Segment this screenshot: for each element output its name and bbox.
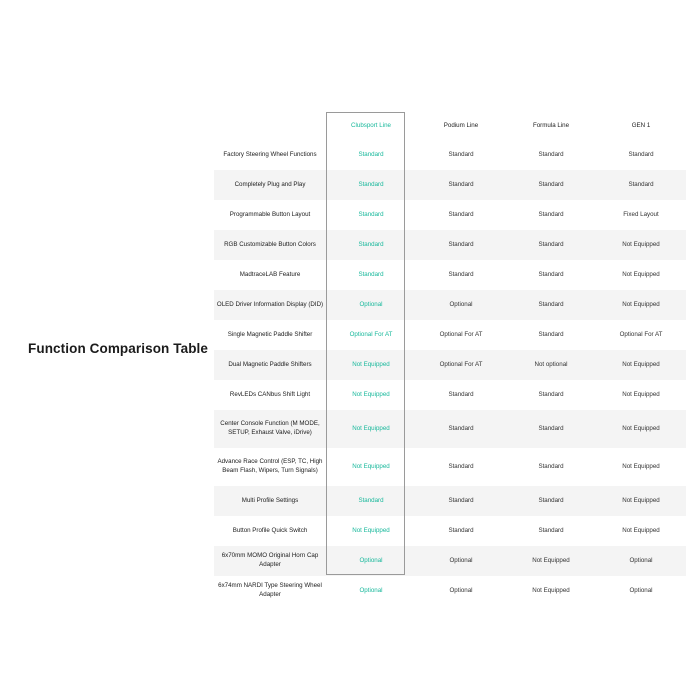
table-row [214, 230, 686, 260]
table-row [214, 576, 686, 606]
cell-podium-line: Standard [416, 410, 506, 448]
cell-podium-line: Standard [448, 462, 474, 470]
table-header [214, 112, 686, 140]
table-row [214, 320, 686, 350]
table-row [214, 486, 686, 516]
cell-clubsport-line: Standard [326, 170, 416, 200]
page-title: Function Comparison Table [28, 341, 209, 356]
cell-podium-line: Standard [448, 210, 474, 218]
table-row [214, 410, 686, 448]
cell-gen-1: Not Equipped [596, 290, 686, 320]
table-row [214, 140, 686, 170]
cell-gen-1: Optional [596, 546, 686, 576]
cell-gen-1: Fixed Layout [623, 210, 659, 218]
row-feature-label: Dual Magnetic Paddle Shifters [214, 350, 326, 380]
cell-clubsport-line: Standard [358, 150, 384, 158]
cell-podium-line: Optional [416, 290, 506, 320]
table-row [214, 350, 686, 380]
table-row [214, 380, 686, 410]
cell-gen-1: Standard [628, 150, 654, 158]
cell-clubsport-line: Not Equipped [352, 526, 390, 534]
cell-formula-line: Standard [538, 210, 564, 218]
cell-gen-1: Not Equipped [622, 270, 660, 278]
cell-formula-line: Standard [538, 270, 564, 278]
cell-podium-line: Standard [448, 150, 474, 158]
cell-clubsport-line: Not Equipped [352, 390, 390, 398]
table-row [214, 200, 686, 230]
cell-gen-1: Not Equipped [622, 462, 660, 470]
cell-podium-line: Optional For AT [439, 330, 483, 338]
cell-formula-line: Standard [506, 410, 596, 448]
cell-formula-line: Standard [506, 290, 596, 320]
cell-formula-line: Standard [506, 230, 596, 260]
table-header-row [214, 112, 686, 140]
row-feature-label: MadtraceLAB Feature [239, 270, 301, 278]
table-row [214, 516, 686, 546]
cell-clubsport-line: Standard [326, 486, 416, 516]
cell-podium-line: Standard [416, 486, 506, 516]
cell-formula-line: Standard [538, 330, 564, 338]
cell-formula-line: Not Equipped [506, 546, 596, 576]
cell-clubsport-line: Standard [358, 210, 384, 218]
row-feature-label: Programmable Button Layout [229, 210, 311, 218]
cell-formula-line: Standard [506, 486, 596, 516]
cell-podium-line: Standard [416, 230, 506, 260]
column-header-podium-line: Podium Line [443, 121, 479, 129]
cell-clubsport-line: Optional [359, 586, 383, 594]
cell-clubsport-line: Optional [326, 546, 416, 576]
cell-formula-line: Standard [538, 390, 564, 398]
table-row [214, 546, 686, 576]
function-comparison-table [214, 112, 686, 606]
row-feature-label: 6x74mm NARDI Type Steering Wheel Adapter [218, 582, 322, 598]
cell-gen-1: Not Equipped [622, 526, 660, 534]
cell-clubsport-line: Not Equipped [352, 462, 390, 470]
row-feature-label: Center Console Function (M MODE, SETUP, Exhaust Valve, iDrive) [214, 410, 326, 448]
table-row [214, 448, 686, 486]
table-body [214, 140, 686, 606]
cell-formula-line: Not optional [506, 350, 596, 380]
row-feature-label: 6x70mm MOMO Original Horn Cap Adapter [214, 546, 326, 576]
cell-clubsport-line: Optional [326, 290, 416, 320]
cell-gen-1: Not Equipped [596, 230, 686, 260]
cell-clubsport-line: Optional For AT [349, 330, 393, 338]
cell-clubsport-line: Not Equipped [326, 410, 416, 448]
cell-clubsport-line: Standard [326, 230, 416, 260]
row-feature-label: Single Magnetic Paddle Shifter [227, 330, 313, 338]
cell-gen-1: Not Equipped [622, 390, 660, 398]
row-feature-label: OLED Driver Information Display (DID) [214, 290, 326, 320]
cell-podium-line: Standard [448, 526, 474, 534]
column-header-formula-line: Formula Line [532, 121, 570, 129]
row-feature-label: Advance Race Control (ESP, TC, High Beam Flash, Wipers, Turn Signals) [217, 458, 323, 474]
cell-formula-line: Standard [538, 526, 564, 534]
column-header-clubsport-line: Clubsport Line [351, 121, 391, 129]
table-row [214, 170, 686, 200]
row-feature-label: RGB Customizable Button Colors [214, 230, 326, 260]
comparison-table-container [214, 112, 686, 606]
column-header-gen-1: GEN 1 [631, 121, 651, 129]
cell-podium-line: Optional [449, 586, 473, 594]
cell-gen-1: Not Equipped [596, 486, 686, 516]
row-feature-label: Completely Plug and Play [214, 170, 326, 200]
column-header-feature [214, 112, 326, 140]
cell-gen-1: Standard [596, 170, 686, 200]
cell-clubsport-line: Not Equipped [326, 350, 416, 380]
table-row [214, 290, 686, 320]
cell-podium-line: Optional [416, 546, 506, 576]
row-feature-label: RevLEDs CANbus Shift Light [229, 390, 311, 398]
row-feature-label: Multi Profile Settings [214, 486, 326, 516]
cell-gen-1: Not Equipped [596, 350, 686, 380]
row-feature-label: Factory Steering Wheel Functions [223, 150, 317, 158]
cell-clubsport-line: Standard [358, 270, 384, 278]
table-row [214, 260, 686, 290]
cell-podium-line: Standard [448, 270, 474, 278]
cell-formula-line: Standard [538, 462, 564, 470]
cell-gen-1: Optional For AT [619, 330, 663, 338]
cell-podium-line: Standard [416, 170, 506, 200]
cell-gen-1: Optional [629, 586, 653, 594]
cell-formula-line: Standard [538, 150, 564, 158]
cell-podium-line: Standard [448, 390, 474, 398]
cell-formula-line: Not Equipped [532, 586, 570, 594]
cell-podium-line: Optional For AT [416, 350, 506, 380]
cell-gen-1: Not Equipped [596, 410, 686, 448]
row-feature-label: Button Profile Quick Switch [232, 526, 308, 534]
cell-formula-line: Standard [506, 170, 596, 200]
